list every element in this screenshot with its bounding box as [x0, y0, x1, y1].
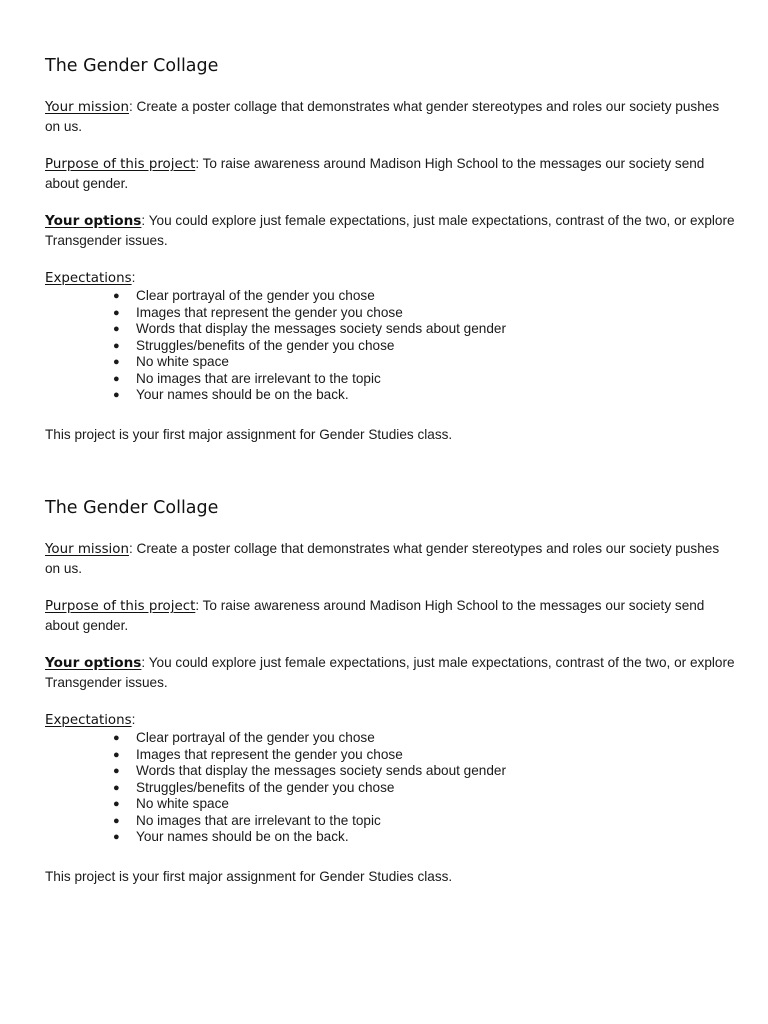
list-item	[113, 321, 735, 338]
options-text: : You could explore just female expectations, just male expectations, contrast of the two, or explore Transgender issues.	[45, 213, 735, 248]
list-item-text: No white space	[136, 354, 229, 369]
bullet-icon: ●	[113, 781, 120, 794]
closing-paragraph: This project is your first major assignment for Gender Studies class.	[45, 868, 453, 884]
expectations-heading	[45, 710, 735, 730]
bullet-icon: ●	[113, 290, 120, 302]
list-item-text: Struggles/benefits of the gender you chose	[136, 779, 395, 795]
options-label: Your options	[45, 213, 142, 229]
list-item	[113, 796, 735, 813]
mission-label: Your mission	[45, 100, 129, 115]
bullet-icon: ●	[113, 748, 120, 761]
assignment-section-1	[45, 54, 735, 444]
options-paragraph	[45, 211, 735, 250]
section-title: The Gender Collage	[45, 498, 219, 518]
list-item	[113, 371, 735, 388]
expectations-list	[45, 288, 735, 404]
list-item-text: Clear portrayal of the gender you chose	[136, 288, 375, 303]
bullet-icon: ●	[113, 765, 120, 777]
bullet-icon: ●	[113, 339, 120, 352]
list-item-text: Your names should be on the back.	[136, 387, 349, 402]
list-item-text: No white space	[136, 796, 229, 811]
bullet-icon: ●	[113, 372, 120, 385]
list-item-text: No images that are irrelevant to the topic	[136, 812, 381, 828]
purpose-label: Purpose of this project	[45, 599, 196, 614]
list-item	[113, 387, 735, 404]
list-item	[113, 354, 735, 371]
list-item	[113, 829, 735, 846]
expectations-list	[45, 730, 735, 846]
expectations-colon: :	[131, 270, 136, 285]
purpose-paragraph	[45, 154, 735, 193]
bullet-icon: ●	[113, 306, 120, 319]
purpose-paragraph	[45, 596, 735, 635]
list-item	[113, 338, 735, 355]
expectations-label: Expectations	[45, 713, 132, 728]
mission-text: : Create a poster collage that demonstrates what gender stereotypes and roles our society pushes on us.	[45, 99, 720, 134]
options-text: : You could explore just female expectations, just male expectations, contrast of the two, or explore Transgender issues.	[45, 655, 735, 690]
expectations-heading	[45, 268, 735, 288]
assignment-section-2	[45, 496, 735, 886]
list-item	[113, 747, 735, 764]
purpose-text: : To raise awareness around Madison High School to the messages our society send about gender.	[45, 156, 705, 191]
expectations-colon: :	[131, 712, 136, 727]
purpose-text: : To raise awareness around Madison High School to the messages our society send about gender.	[45, 598, 705, 633]
list-item-text: No images that are irrelevant to the topic	[136, 370, 381, 386]
mission-paragraph	[45, 539, 735, 578]
bullet-icon: ●	[113, 732, 120, 744]
bullet-icon: ●	[113, 798, 120, 810]
mission-text: : Create a poster collage that demonstrates what gender stereotypes and roles our society pushes on us.	[45, 541, 720, 576]
list-item-text: Words that display the messages society sends about gender	[136, 321, 507, 336]
mission-paragraph	[45, 97, 735, 136]
options-paragraph	[45, 653, 735, 692]
mission-label: Your mission	[45, 542, 129, 557]
expectations-label: Expectations	[45, 271, 132, 286]
list-item	[113, 813, 735, 830]
purpose-label: Purpose of this project	[45, 157, 196, 172]
list-item-text: Images that represent the gender you chose	[136, 746, 403, 762]
list-item	[113, 730, 735, 747]
list-item-text: Struggles/benefits of the gender you chose	[136, 337, 395, 353]
list-item-text: Images that represent the gender you chose	[136, 304, 403, 320]
options-label: Your options	[45, 655, 142, 671]
bullet-icon: ●	[113, 356, 120, 368]
list-item	[113, 288, 735, 305]
list-item	[113, 305, 735, 322]
list-item-text: Your names should be on the back.	[136, 829, 349, 844]
list-item-text: Clear portrayal of the gender you chose	[136, 730, 375, 745]
bullet-icon: ●	[113, 323, 120, 335]
bullet-icon: ●	[113, 831, 120, 843]
list-item	[113, 763, 735, 780]
list-item	[113, 780, 735, 797]
list-item-text: Words that display the messages society sends about gender	[136, 763, 507, 778]
section-title: The Gender Collage	[45, 56, 219, 76]
bullet-icon: ●	[113, 814, 120, 827]
bullet-icon: ●	[113, 389, 120, 401]
closing-paragraph: This project is your first major assignment for Gender Studies class.	[45, 426, 453, 442]
